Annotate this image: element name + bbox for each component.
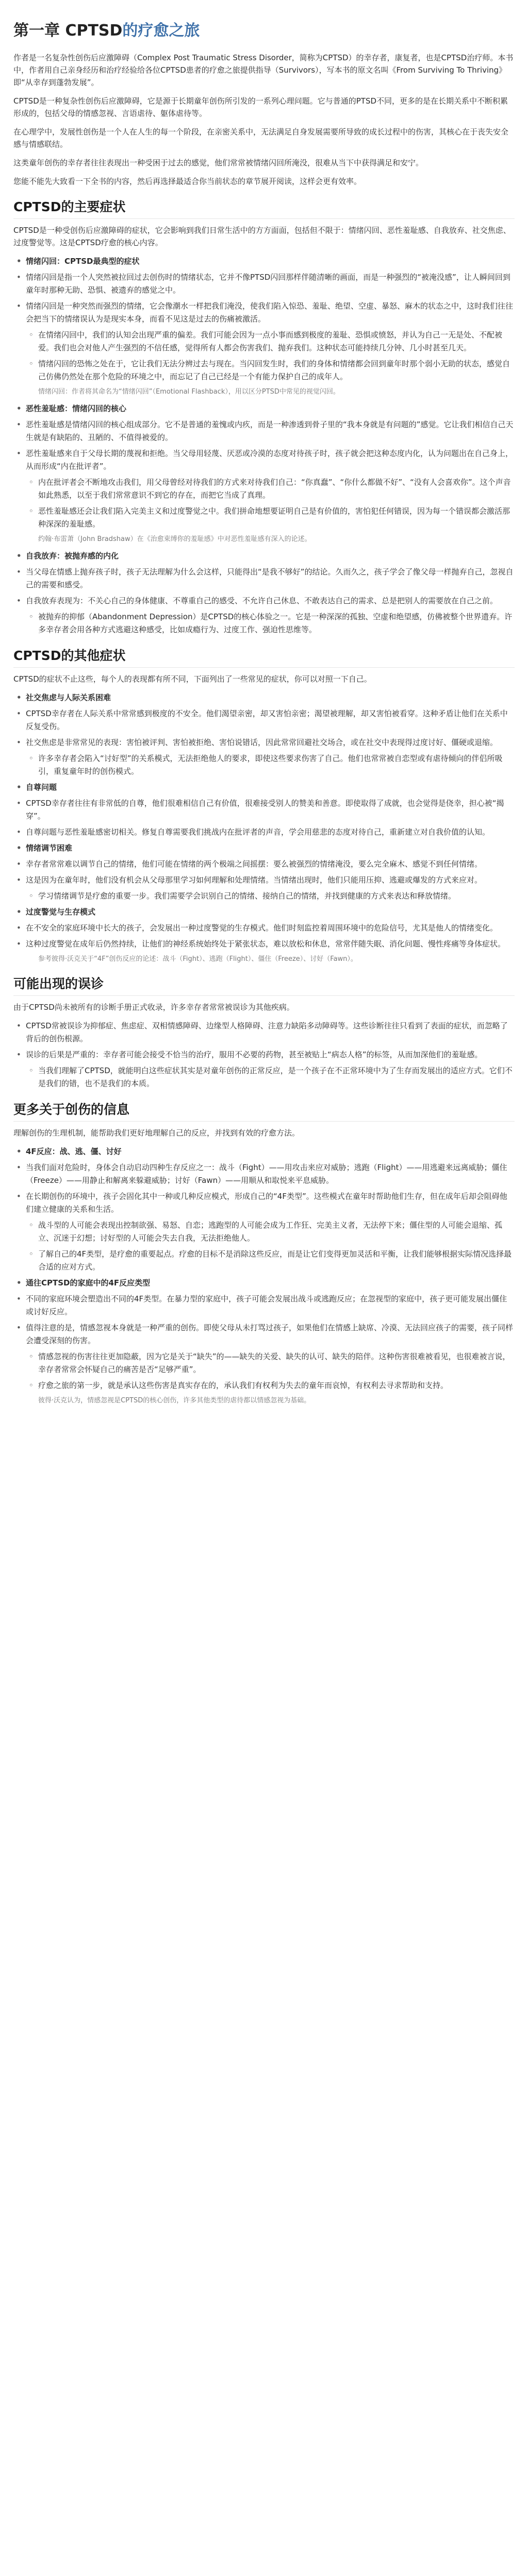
list-item: • CPTSD幸存者在人际关系中常常感到极度的不安全。他们渴望亲密，却又害怕亲密；渴望被理解，却又害怕被看穿。这种矛盾让他们在关系中反复受伤。 xyxy=(13,707,515,733)
bullet-list xyxy=(13,566,515,636)
intro-block xyxy=(13,52,515,188)
list-item: ◦ 学习情绪调节是疗愈的重要一步。我们需要学会识别自己的情绪、接纳自己的情绪，并找到健康的方式来表达和释放情绪。 xyxy=(13,890,515,903)
list-item: • 恶性羞耻感来自于父母长期的蔑视和拒绝。当父母用轻蔑、厌恶或冷漠的态度对待孩子时，孩子就会把这种态度内化，认为问题出在自己身上，从而形成“内在批评者”。 xyxy=(13,447,515,473)
intro-paragraph: 这类童年创伤的幸存者往往表现出一种受困于过去的感觉，他们常常被情绪闪回所淹没，很难从当下中获得满足和安宁。 xyxy=(13,158,424,167)
list-item: • 当父母在情感上抛弃孩子时，孩子无法理解为什么会这样，只能得出“是我不够好”的结论。久而久之，孩子学会了像父母一样抛弃自己，忽视自己的需要和感受。 xyxy=(13,566,515,591)
intro-paragraph: 作者是一名复杂性创伤后应激障碍（Complex Post Traumatic Stress Disorder，简称为CPTSD）的幸存者，康复者，也是CPTSD治疗师。本书中，作者用自己亲身经历和治疗经验给各位CPTSD患者的疗愈之旅提供指导（Survivors），写本书的原文名叫《From Surviving To Thriving》即“从幸存到蓬勃发展”。 xyxy=(13,53,514,87)
list-item: • 自我放弃表现为：不关心自己的身体健康、不尊重自己的感受、不允许自己休息、不敢表达自己的需求、总是把别人的需要放在自己之前。 xyxy=(13,595,515,607)
footnote: 约翰·布雷萧（John Bradshaw）在《治愈束缚你的羞耻感》中对恶性羞耻感有深入的论述。 xyxy=(38,535,311,543)
list-item: ◦ 了解自己的4F类型，是疗愈的重要起点。疗愈的目标不是消除这些反应，而是让它们变得更加灵活和平衡，让我们能够根据实际情况选择最合适的应对方式。 xyxy=(13,1248,515,1274)
intro-paragraph: 在心理学中，发展性创伤是一个人在人生的每一个阶段，在亲密关系中，无法满足自身发展需要所导致的成长过程中的伤害，其核心在于丧失安全感与情感联结。 xyxy=(13,127,509,149)
section-title: CPTSD的主要症状 xyxy=(13,197,515,219)
bullet-list xyxy=(13,707,515,778)
list-item: ◦ 情绪闪回的恐怖之处在于，它让我们无法分辨过去与现在。当闪回发生时，我们的身体和情绪都会回到童年时那个弱小无助的状态，感觉自己仿佛仍然处在那个危险的环境之中，而忘记了自己已经是一个有能力保护自己的成年人。 xyxy=(13,358,515,383)
subsection-title: • 自我放弃：被抛弃感的内化 xyxy=(13,550,515,563)
list-item: • CPTSD幸存者往往有非常低的自尊，他们很难相信自己有价值，很难接受别人的赞美和善意。即使取得了成就，也会觉得是侥幸，担心被“揭穿”。 xyxy=(13,797,515,823)
section-intro: 由于CPTSD尚未被所有的诊断手册正式收录，许多幸存者常常被误诊为其他疾病。 xyxy=(13,1003,294,1012)
chapter-title-prefix: 第一章 CPTSD xyxy=(13,22,123,40)
list-item: • 在长期创伤的环境中，孩子会固化其中一种或几种反应模式，形成自己的“4F类型”。这些模式在童年时帮助他们生存，但在成年后却会阻碍他们建立健康的关系和生活。 xyxy=(13,1190,515,1216)
list-item: • 这是因为在童年时，他们没有机会从父母那里学习如何理解和处理情绪。当情绪出现时，他们只能用压抑、逃避或爆发的方式来应对。 xyxy=(13,874,515,887)
list-item: ◦ 恶性羞耻感还会让我们陷入完美主义和过度警觉之中。我们拼命地想要证明自己是有价值的，害怕犯任何错误，因为每一个错误都会激活那种深深的羞耻感。 xyxy=(13,505,515,531)
list-item: • 社交焦虑是非常常见的表现：害怕被评判、害怕被拒绝、害怕说错话，因此常常回避社交场合，或在社交中表现得过度讨好、僵硬或退缩。 xyxy=(13,736,515,749)
section-intro: CPTSD的症状不止这些，每个人的表现都有所不同，下面列出了一些常见的症状，你可以对照一下自己。 xyxy=(13,674,372,684)
list-item: ◦ 情感忽视的伤害往往更加隐蔽，因为它是关于“缺失”的——缺失的关爱、缺失的认可、缺失的陪伴。这种伤害很难被看见，也很难被言说，幸存者常常会怀疑自己的痛苦是否“足够严重”。 xyxy=(13,1350,515,1376)
subsection-title: • 情绪闪回：CPTSD最典型的症状 xyxy=(13,255,515,268)
section-title: 更多关于创伤的信息 xyxy=(13,1099,515,1122)
list-item: • 误诊的后果是严重的：幸存者可能会接受不恰当的治疗，服用不必要的药物，甚至被贴上“病态人格”的标签，从而加深他们的羞耻感。 xyxy=(13,1048,515,1061)
list-item: • 情绪闪回是指一个人突然被拉回过去创伤时的情绪状态，它并不像PTSD闪回那样伴随清晰的画面，而是一种强烈的“被淹没感”，让人瞬间回到童年时那种无助、恐惧、被遗弃的感觉之中。 xyxy=(13,271,515,297)
list-item: • 当我们面对危险时，身体会自动启动四种生存反应之一：战斗（Fight）——用攻击来应对威胁；逃跑（Flight）——用逃避来远离威胁；僵住（Freeze）——用静止和解离来躲避威胁；讨好（Fawn）——用顺从和取悦来平息威胁。 xyxy=(13,1161,515,1187)
section-title: 可能出现的误诊 xyxy=(13,974,515,996)
bullet-list xyxy=(13,1161,515,1274)
list-item: • 情绪闪回是一种突然而强烈的情绪，它会像潮水一样把我们淹没，使我们陷入惊恐、羞耻、绝望、空虚、暴怒、麻木的状态之中，这时我们往往会把当下的情绪误认为是现实本身，而看不见这是过去的伤痛被激活。 xyxy=(13,300,515,326)
list-item: • 自尊问题与恶性羞耻感密切相关。修复自尊需要我们挑战内在批评者的声音，学会用慈悲的态度对待自己，重新建立对自我价值的认知。 xyxy=(13,826,515,839)
list-item: • 值得注意的是，情感忽视本身就是一种严重的创伤。即使父母从未打骂过孩子，如果他们在情感上缺席、冷漠、无法回应孩子的需要，孩子同样会遭受深刻的伤害。 xyxy=(13,1321,515,1347)
subsection-title: • 社交焦虑与人际关系困难 xyxy=(13,691,515,704)
subsection-title: • 自尊问题 xyxy=(13,781,515,794)
subsection-title: • 过度警觉与生存模式 xyxy=(13,906,515,919)
bullet-list xyxy=(13,797,515,839)
list-item: ◦ 被抛弃的抑郁（Abandonment Depression）是CPTSD的核心体验之一。它是一种深深的孤独、空虚和绝望感，仿佛被整个世界遗弃。许多幸存者会用各种方式逃避这种感受，比如成瘾行为、过度工作、强迫性思维等。 xyxy=(13,611,515,636)
list-item: ◦ 在情绪闪回中，我们的认知会出现严重的偏差。我们可能会因为一点小事而感到极度的羞耻、恐惧或愤怒，并认为自己一无是处、不配被爱。我们也会对他人产生强烈的不信任感，觉得所有人都会伤害我们、抛弃我们。这种状态可能持续几分钟、几小时甚至几天。 xyxy=(13,329,515,354)
subsection-title: • 恶性羞耻感：情绪闪回的核心 xyxy=(13,402,515,415)
intro-paragraph: 您能不能先大致看一下全书的内容，然后再选择最适合你当前状态的章节展开阅读，这样会更有效率。 xyxy=(13,177,362,186)
list-item: ◦ 内在批评者会不断地攻击我们，用父母曾经对待我们的方式来对待我们自己：“你真蠢”、“你什么都做不好”、“没有人会喜欢你”。这个声音如此熟悉，以至于我们常常意识不到它的存在，而把它当成了真理。 xyxy=(13,476,515,502)
intro-paragraph: CPTSD是一种复杂性创伤后应激障碍，它是源于长期童年创伤所引发的一系列心理问题。它与普通的PTSD不同，更多的是在长期关系中不断积累形成的，包括父母的情感忽视、言语虐待、躯体虐待等。 xyxy=(13,96,508,118)
bullet-list xyxy=(13,418,515,531)
list-item: • CPTSD常被误诊为抑郁症、焦虑症、双相情感障碍、边缘型人格障碍、注意力缺陷多动障碍等。这些诊断往往只看到了表面的症状，而忽略了背后的创伤根源。 xyxy=(13,1020,515,1045)
subsection-title: • 通往CPTSD的家庭中的4F反应类型 xyxy=(13,1277,515,1290)
list-item: • 这种过度警觉在成年后仍然持续，让他们的神经系统始终处于紧张状态，难以放松和休息，常常伴随失眠、消化问题、慢性疼痛等身体症状。 xyxy=(13,938,515,951)
section-title: CPTSD的其他症状 xyxy=(13,646,515,668)
bullet-list xyxy=(13,1293,515,1392)
bullet-list xyxy=(13,858,515,903)
list-item: • 不同的家庭环境会塑造出不同的4F类型。在暴力型的家庭中，孩子可能会发展出战斗或逃跑反应；在忽视型的家庭中，孩子更可能发展出僵住或讨好反应。 xyxy=(13,1293,515,1318)
list-item: • 幸存者常常难以调节自己的情绪，他们可能在情绪的两个极端之间摇摆：要么被强烈的情绪淹没，要么完全麻木、感觉不到任何情绪。 xyxy=(13,858,515,871)
bullet-list xyxy=(13,922,515,951)
subsection-title: • 情绪调节困难 xyxy=(13,842,515,855)
list-item: ◦ 许多幸存者会陷入“讨好型”的关系模式，无法拒绝他人的要求，即使这些要求伤害了自己。他们也常常被自恋型或有虐待倾向的伴侣所吸引，重复童年时的创伤模式。 xyxy=(13,752,515,778)
footnote: 参考彼得·沃克关于“4F”创伤反应的论述：战斗（Fight）、逃跑（Flight）、僵住（Freeze）、讨好（Fawn）。 xyxy=(38,955,357,963)
chapter-title xyxy=(0,0,528,52)
subsection-title: • 4F反应：战、逃、僵、讨好 xyxy=(13,1145,515,1158)
footnote: 情绪闪回：作者将其命名为“情绪闪回”（Emotional Flashback），用以区分PTSD中常见的视觉闪回。 xyxy=(38,388,340,396)
bullet-list xyxy=(13,1020,515,1090)
sections-container xyxy=(13,197,515,1406)
list-item: • 在不安全的家庭环境中长大的孩子，会发展出一种过度警觉的生存模式。他们时刻监控着周围环境中的危险信号，尤其是他人的情绪变化。 xyxy=(13,922,515,935)
list-item: • 恶性羞耻感是情绪闪回的核心组成部分。它不是普通的羞愧或内疚，而是一种渗透到骨子里的“我本身就是有问题的”感觉。它让我们相信自己天生就是有缺陷的、丑陋的、不值得被爱的。 xyxy=(13,418,515,444)
section-intro: 理解创伤的生理机制，能帮助我们更好地理解自己的反应，并找到有效的疗愈方法。 xyxy=(13,1128,300,1138)
chapter-title-link[interactable]: 的疗愈之旅 xyxy=(122,22,200,40)
footnote: 彼得·沃克认为，情感忽视是CPTSD的核心创伤，许多其他类型的虐待都以情感忽视为基础。 xyxy=(38,1397,311,1404)
list-item: ◦ 疗愈之旅的第一步，就是承认这些伤害是真实存在的，承认我们有权利为失去的童年而哀悼，有权利去寻求帮助和支持。 xyxy=(13,1379,515,1392)
bullet-list xyxy=(13,271,515,383)
section-intro: CPTSD是一种受创伤后应激障碍的症状，它会影响到我们日常生活中的方方面面，包括但不限于：情绪闪回、恶性羞耻感、自我放弃、社交焦虑、过度警觉等。这是CPTSD疗愈的核心内容。 xyxy=(13,226,511,247)
list-item: ◦ 战斗型的人可能会表现出控制欲强、易怒、自恋；逃跑型的人可能会成为工作狂、完美主义者，无法停下来；僵住型的人可能会退缩、孤立、沉迷于幻想；讨好型的人可能会失去自我，无法拒绝他人。 xyxy=(13,1219,515,1245)
list-item: ◦ 当我们理解了CPTSD，就能明白这些症状其实是对童年创伤的正常反应，是一个孩子在不正常环境中为了生存而发展出的适应方式。它们不是我们的错，也不是我们的本质。 xyxy=(13,1064,515,1090)
